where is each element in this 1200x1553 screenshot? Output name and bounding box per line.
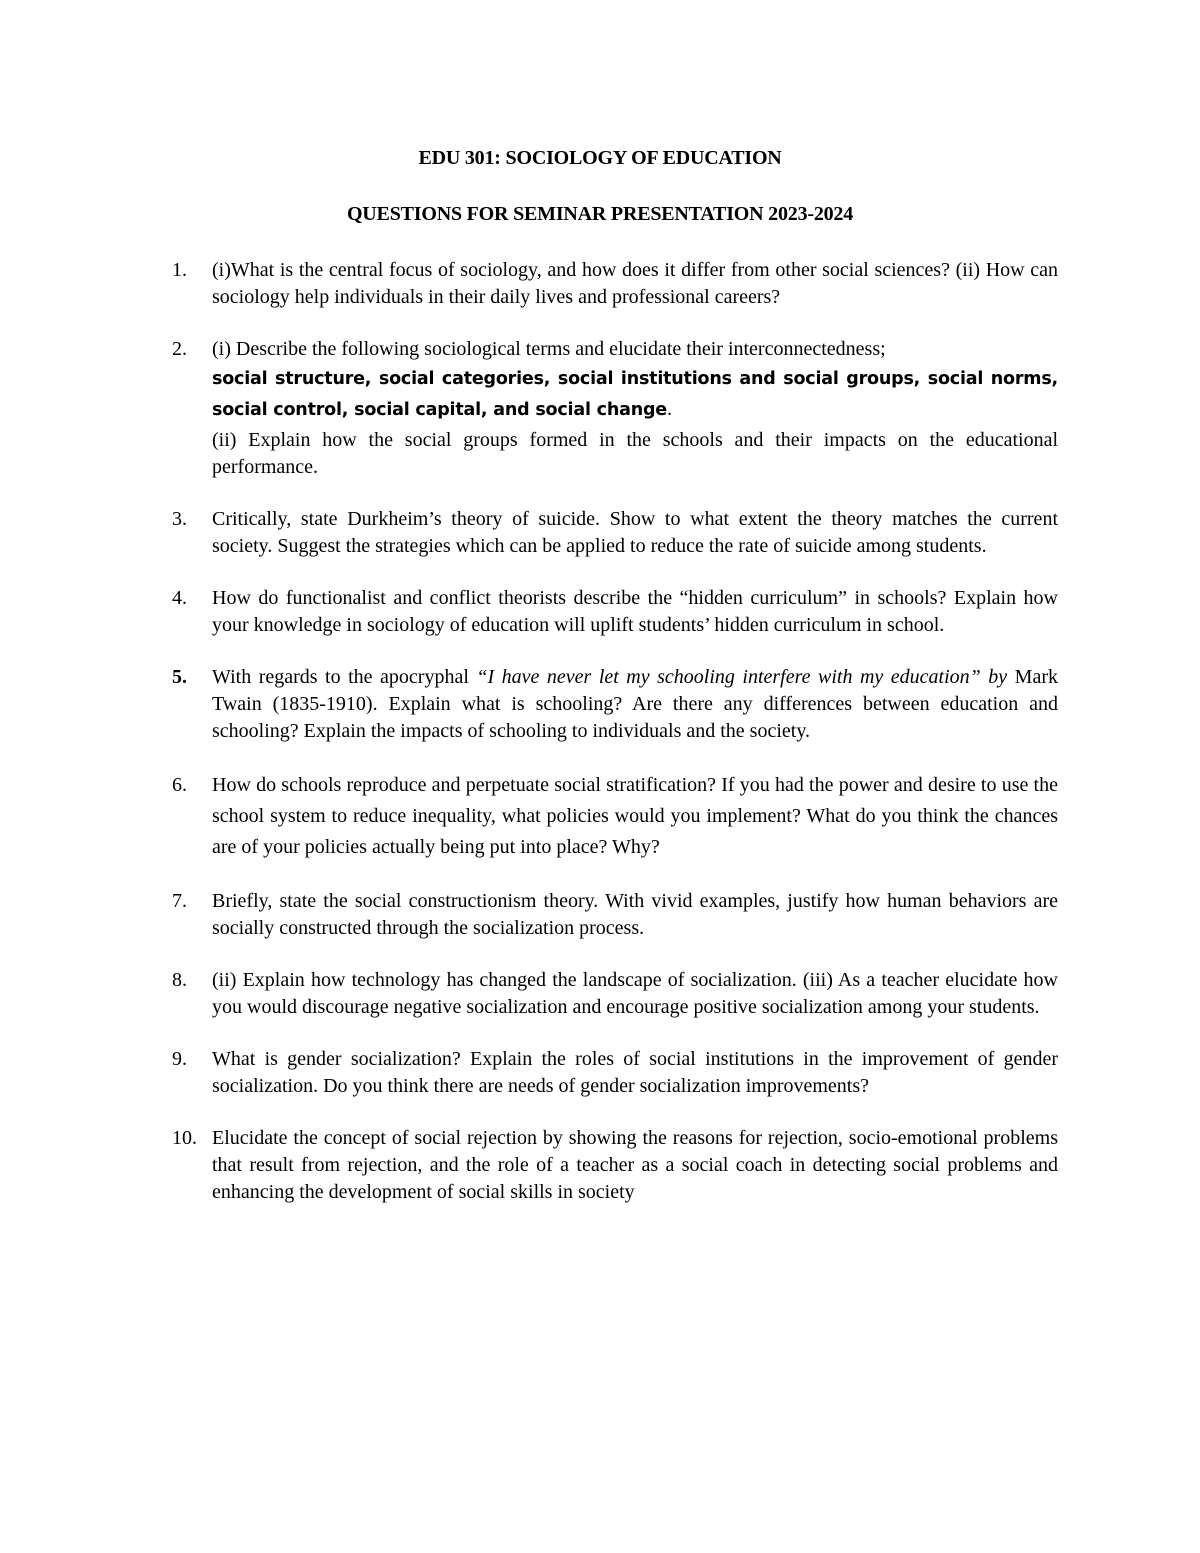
question-quote: “I have never let my schooling interfere with my education” by <box>476 666 1008 688</box>
question-8 <box>172 967 1058 1021</box>
document-title: EDU 301: SOCIOLOGY OF EDUCATION <box>418 147 782 169</box>
question-6 <box>172 770 1058 863</box>
question-terms-line <box>212 363 1058 425</box>
question-5 <box>172 664 1058 745</box>
question-text: (ii) Explain how technology has changed the landscape of socialization. (iii) As a teacher elucidate how you would discourage negative socialization and encourage positive socialization among your students. <box>212 969 1058 1018</box>
question-text-part2: (ii) Explain how the social groups formed in the schools and their impacts on the educational performance. <box>212 429 1058 478</box>
question-lead: With regards to the apocryphal <box>212 666 477 688</box>
question-3 <box>172 506 1058 560</box>
question-number: 10. <box>172 1127 197 1149</box>
question-number: 7. <box>172 890 187 912</box>
question-number: 2. <box>172 338 187 360</box>
question-2 <box>172 336 1058 481</box>
question-text: Critically, state Durkheim’s theory of suicide. Show to what extent the theory matches the current society. Suggest the strategies which can be applied to reduce the rate of suicide among students. <box>212 508 1058 557</box>
question-number: 9. <box>172 1048 187 1070</box>
question-number: 4. <box>172 587 187 609</box>
document-subtitle: QUESTIONS FOR SEMINAR PRESENTATION 2023-2024 <box>346 203 854 225</box>
question-text-intro <box>212 336 1058 425</box>
question-intro: (i) Describe the following sociological terms and elucidate their interconnectedness; <box>212 338 886 360</box>
question-text: What is gender socialization? Explain the roles of social institutions in the improvement of gender socialization. Do you think there are needs of gender socialization improvements? <box>212 1048 1058 1097</box>
question-10 <box>172 1125 1058 1206</box>
question-number: 8. <box>172 969 187 991</box>
question-list <box>172 257 1058 1231</box>
question-number: 3. <box>172 508 187 530</box>
question-number: 1. <box>172 259 187 281</box>
question-text <box>212 664 1058 745</box>
question-number: 6. <box>172 774 187 796</box>
question-9 <box>172 1046 1058 1100</box>
question-rest: Mark Twain (1835-1910). Explain what is schooling? Are there any differences between education and schooling? Explain the impacts of schooling to individuals and the society. <box>212 666 1058 742</box>
question-1 <box>172 257 1058 311</box>
question-7 <box>172 888 1058 942</box>
question-text: (i)What is the central focus of sociology, and how does it differ from other social sciences? (ii) How can sociology help individuals in their daily lives and professional careers? <box>212 259 1058 308</box>
question-terms: social structure, social categories, social institutions and social groups, social norms, social control, social capital, and social change <box>212 369 1058 420</box>
question-terms-end: . <box>666 398 672 420</box>
question-4 <box>172 585 1058 639</box>
question-text: How do schools reproduce and perpetuate social stratification? If you had the power and desire to use the school system to reduce inequality, what policies would you implement? What do you think the chances are of your policies actually being put into place? Why? <box>212 774 1058 858</box>
question-number: 5. <box>172 666 187 688</box>
question-text: Briefly, state the social constructionism theory. With vivid examples, justify how human behaviors are socially constructed through the socialization process. <box>212 890 1058 939</box>
question-text: Elucidate the concept of social rejection by showing the reasons for rejection, socio-emotional problems that result from rejection, and the role of a teacher as a social coach in detecting social problems and enhancing the development of social skills in society <box>212 1127 1058 1203</box>
question-text: How do functionalist and conflict theorists describe the “hidden curriculum” in schools? Explain how your knowledge in sociology of education will uplift students’ hidden curriculum in school. <box>212 587 1058 636</box>
